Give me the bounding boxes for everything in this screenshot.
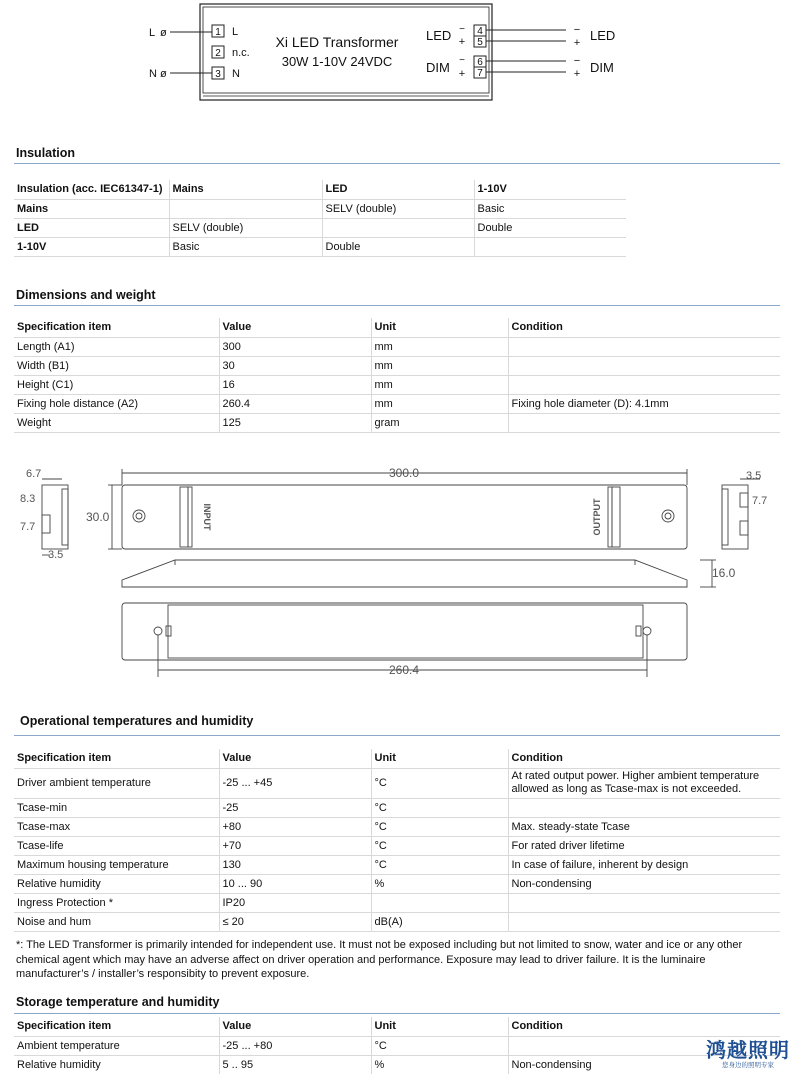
output-label: OUTPUT <box>592 498 602 536</box>
terminal-3-number: 3 <box>215 69 221 80</box>
table-row <box>14 874 780 893</box>
operational-title: Operational temperatures and humidity <box>20 714 254 728</box>
table-cell <box>508 893 780 912</box>
table-cell: Non-condensing <box>508 874 780 893</box>
dim-out-plus: + <box>573 68 581 80</box>
led-plus-sign: + <box>458 36 466 48</box>
table-cell: Ingress Protection * <box>14 893 219 912</box>
table-cell: dB(A) <box>371 912 508 931</box>
table-cell: Max. steady-state Tcase <box>508 817 780 836</box>
wire-n-label: N <box>149 68 157 80</box>
operational-rule <box>14 735 780 736</box>
header-cell: LED <box>322 180 474 199</box>
dimension-drawing <box>0 455 800 690</box>
logo-text: 鸿越照明 <box>706 1040 790 1062</box>
company-logo <box>700 1040 796 1070</box>
table-cell: +80 <box>219 817 371 836</box>
terminal-7-number: 7 <box>477 68 483 79</box>
table-row <box>14 855 780 874</box>
height-dimension-label: 16.0 <box>712 566 736 580</box>
table-cell: LED <box>14 218 169 237</box>
led-out-plus: + <box>573 37 581 49</box>
right-end-mid-dim: 7.7 <box>752 495 768 507</box>
led-group-label: LED <box>426 28 452 43</box>
insulation-rule <box>14 163 780 164</box>
dim-plus-sign: + <box>458 68 466 80</box>
table-cell: Fixing hole distance (A2) <box>14 394 219 413</box>
table-header-row <box>14 1017 780 1036</box>
table-header-row <box>14 180 626 199</box>
dimensions-table <box>14 318 780 433</box>
table-row <box>14 413 780 432</box>
terminal-1-label: L <box>232 26 239 38</box>
table-cell: Relative humidity <box>14 874 219 893</box>
header-cell: Specification item <box>14 749 219 768</box>
table-row <box>14 798 780 817</box>
insulation-title: Insulation <box>16 146 76 160</box>
table-cell: Double <box>474 218 626 237</box>
logo-slogan: 您身边的照明专家 <box>722 1062 774 1069</box>
table-header-row <box>14 749 780 768</box>
dimensions-title: Dimensions and weight <box>16 288 156 302</box>
table-cell: 125 <box>219 413 371 432</box>
storage-table <box>14 1017 780 1074</box>
wire-n-symbol: ø <box>160 68 167 80</box>
table-cell <box>169 199 322 218</box>
header-cell: Specification item <box>14 318 219 337</box>
table-cell: 130 <box>219 855 371 874</box>
led-out-label: LED <box>590 28 616 43</box>
table-cell: -25 ... +45 <box>219 768 371 798</box>
table-cell: °C <box>371 836 508 855</box>
storage-rule <box>14 1013 780 1014</box>
table-cell: For rated driver lifetime <box>508 836 780 855</box>
table-cell: Noise and hum <box>14 912 219 931</box>
wiring-diagram <box>0 0 800 110</box>
table-cell: Relative humidity <box>14 1055 219 1074</box>
header-cell: Value <box>219 749 371 768</box>
table-row <box>14 768 780 798</box>
table-row <box>14 199 626 218</box>
table-cell: SELV (double) <box>169 218 322 237</box>
table-row <box>14 817 780 836</box>
table-cell: At rated output power. Higher ambient temperature allowed as long as Tcase-max is not exceeded. <box>508 768 780 798</box>
terminal-2-label: n.c. <box>232 47 250 59</box>
header-cell: Unit <box>371 1017 508 1036</box>
table-cell: 1-10V <box>14 237 169 256</box>
table-row <box>14 218 626 237</box>
table-cell: °C <box>371 1036 508 1055</box>
header-cell: Mains <box>169 180 322 199</box>
table-row <box>14 356 780 375</box>
led-out-minus: − <box>573 24 581 36</box>
left-end-top-dim: 6.7 <box>26 468 42 480</box>
table-row <box>14 836 780 855</box>
header-cell: Unit <box>371 749 508 768</box>
table-cell: Width (B1) <box>14 356 219 375</box>
table-cell: °C <box>371 855 508 874</box>
insulation-table <box>14 180 626 257</box>
terminal-4-number: 4 <box>477 26 483 37</box>
table-cell: ≤ 20 <box>219 912 371 931</box>
table-cell: Driver ambient temperature <box>14 768 219 798</box>
table-cell: Basic <box>169 237 322 256</box>
header-cell: Condition <box>508 1017 780 1036</box>
table-cell: Ambient temperature <box>14 1036 219 1055</box>
table-row <box>14 394 780 413</box>
table-cell: mm <box>371 375 508 394</box>
table-cell: Weight <box>14 413 219 432</box>
header-cell: Value <box>219 318 371 337</box>
table-cell: 16 <box>219 375 371 394</box>
terminal-1-number: 1 <box>215 27 221 38</box>
width-dimension-label: 30.0 <box>86 510 110 524</box>
right-end-top-dim: 3.5 <box>746 470 762 482</box>
left-end-bottom-dim: 3.5 <box>48 549 64 561</box>
transformer-title-line1: Xi LED Transformer <box>275 34 399 50</box>
table-cell <box>322 218 474 237</box>
table-cell: Tcase-min <box>14 798 219 817</box>
terminal-6-number: 6 <box>477 57 483 68</box>
table-row <box>14 1055 780 1074</box>
table-cell: Tcase-max <box>14 817 219 836</box>
table-row <box>14 893 780 912</box>
left-end-mid-dim: 8.3 <box>20 493 36 505</box>
storage-title: Storage temperature and humidity <box>16 995 220 1009</box>
table-cell: -25 ... +80 <box>219 1036 371 1055</box>
header-cell: 1-10V <box>474 180 626 199</box>
table-cell: mm <box>371 356 508 375</box>
transformer-title-line2: 30W 1-10V 24VDC <box>281 54 393 69</box>
header-cell: Condition <box>508 318 780 337</box>
wire-l-label: L <box>149 27 156 39</box>
table-cell <box>474 237 626 256</box>
length-dimension-label: 300.0 <box>388 466 420 480</box>
table-row <box>14 1036 780 1055</box>
table-cell <box>508 413 780 432</box>
dim-group-label: DIM <box>426 60 450 75</box>
table-cell <box>508 337 780 356</box>
table-header-row <box>14 318 780 337</box>
table-cell: In case of failure, inherent by design <box>508 855 780 874</box>
table-cell: 10 ... 90 <box>219 874 371 893</box>
table-cell: Mains <box>14 199 169 218</box>
table-cell <box>508 912 780 931</box>
input-label: INPUT <box>202 503 212 531</box>
table-row <box>14 375 780 394</box>
table-cell: 5 .. 95 <box>219 1055 371 1074</box>
table-cell <box>371 893 508 912</box>
table-cell: Basic <box>474 199 626 218</box>
left-end-low-dim: 7.7 <box>20 521 36 533</box>
terminal-2-number: 2 <box>215 48 221 59</box>
dim-minus-sign: − <box>459 55 465 66</box>
table-cell: °C <box>371 817 508 836</box>
table-cell: Double <box>322 237 474 256</box>
table-cell: % <box>371 874 508 893</box>
table-cell: Height (C1) <box>14 375 219 394</box>
header-cell: Value <box>219 1017 371 1036</box>
table-cell: Length (A1) <box>14 337 219 356</box>
wire-l-symbol: ø <box>160 27 167 39</box>
table-cell: Maximum housing temperature <box>14 855 219 874</box>
table-cell: 300 <box>219 337 371 356</box>
table-cell: Tcase-life <box>14 836 219 855</box>
header-cell: Condition <box>508 749 780 768</box>
header-cell: Unit <box>371 318 508 337</box>
table-row <box>14 912 780 931</box>
header-cell: Insulation (acc. IEC61347-1) <box>14 180 169 199</box>
table-row <box>14 337 780 356</box>
table-cell: +70 <box>219 836 371 855</box>
table-cell: IP20 <box>219 893 371 912</box>
table-cell: Non-condensing <box>508 1055 780 1074</box>
table-cell: -25 <box>219 798 371 817</box>
table-row <box>14 237 626 256</box>
header-cell: Specification item <box>14 1017 219 1036</box>
table-cell: 30 <box>219 356 371 375</box>
hole-distance-label: 260.4 <box>388 663 420 677</box>
table-cell: mm <box>371 394 508 413</box>
table-cell <box>508 798 780 817</box>
table-cell: gram <box>371 413 508 432</box>
table-cell: % <box>371 1055 508 1074</box>
dimensions-rule <box>14 305 780 306</box>
table-cell: 260.4 <box>219 394 371 413</box>
table-cell: °C <box>371 798 508 817</box>
table-cell <box>508 356 780 375</box>
terminal-5-number: 5 <box>477 37 483 48</box>
table-cell <box>508 375 780 394</box>
table-cell: SELV (double) <box>322 199 474 218</box>
led-minus-sign: − <box>459 24 465 35</box>
dim-out-minus: − <box>573 55 581 67</box>
dim-out-label: DIM <box>590 60 614 75</box>
table-cell: °C <box>371 768 508 798</box>
operational-table <box>14 749 780 932</box>
table-cell: Fixing hole diameter (D): 4.1mm <box>508 394 780 413</box>
exposure-footnote: *: The LED Transformer is primarily intended for independent use. It must not be exposed including but not limited to snow, water and ice or any other chemical agent which may have an adverse affect on driver operation and performance. Exposure may lead to driver failure. It is the luminaire manufacturer’s / installer’s responsibity to prevent exposure. <box>16 939 743 980</box>
terminal-3-label: N <box>232 68 240 80</box>
table-cell: mm <box>371 337 508 356</box>
